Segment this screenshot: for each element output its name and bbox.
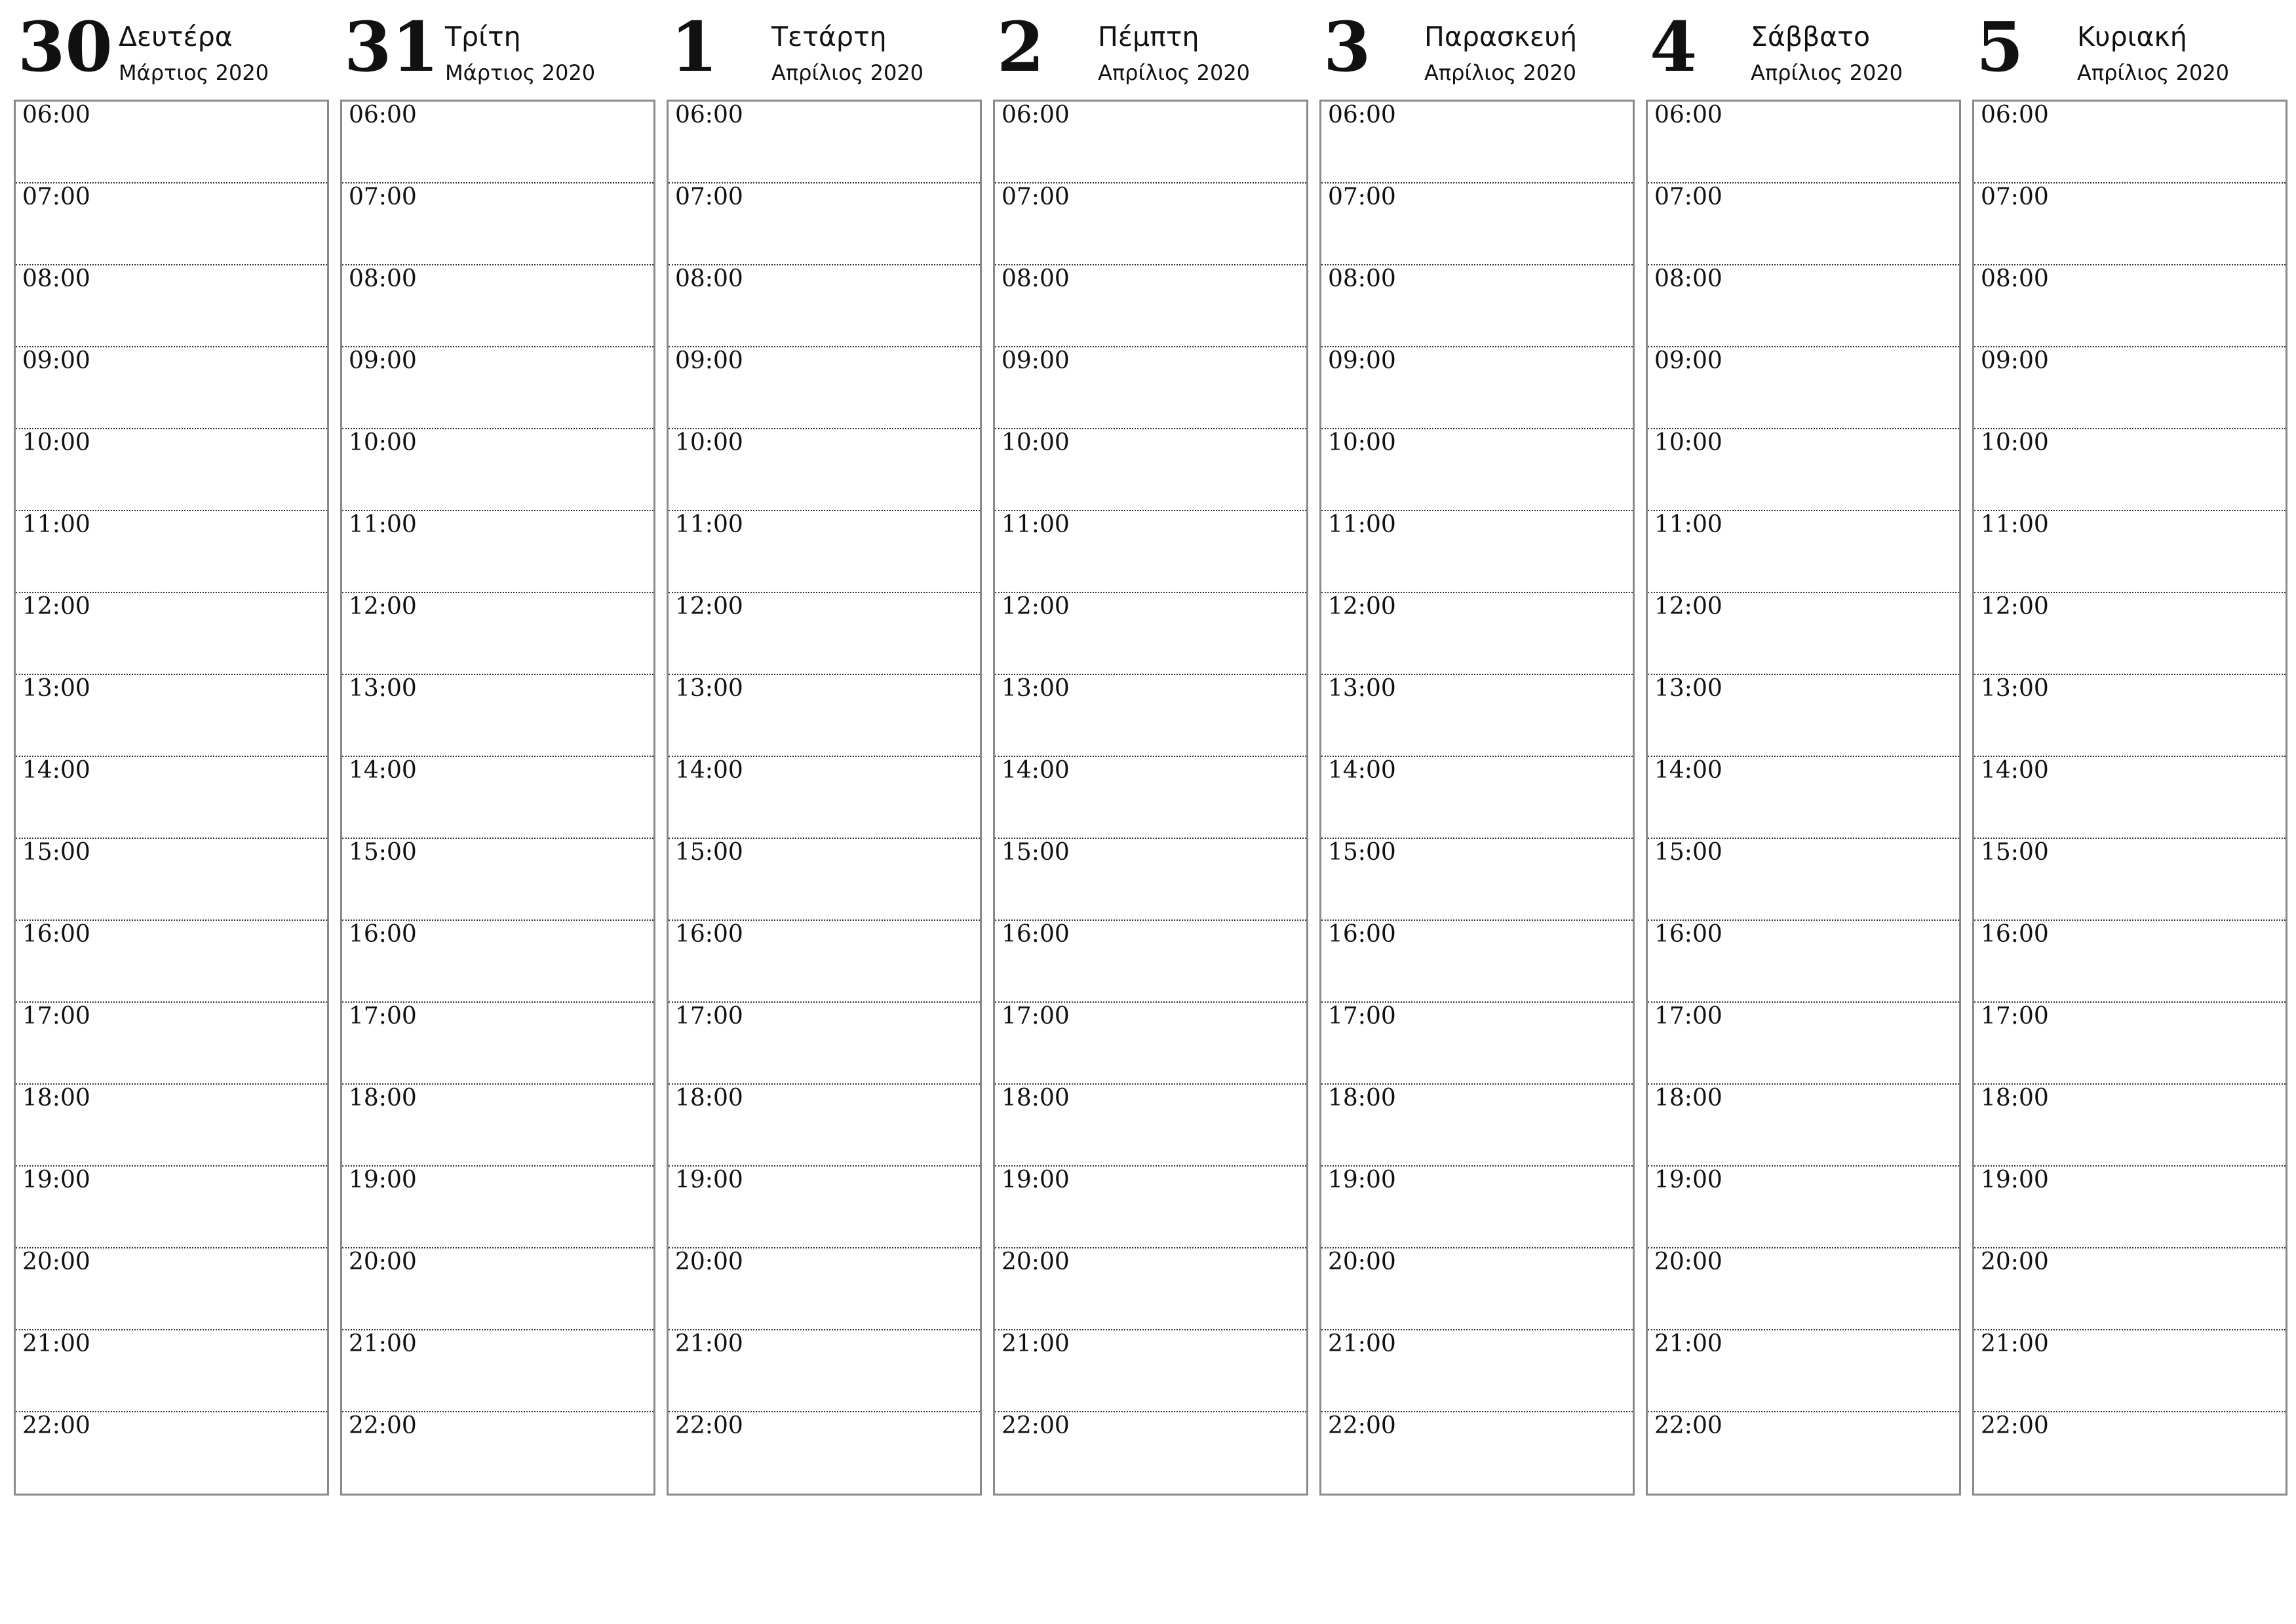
hour-slot[interactable]	[16, 1003, 327, 1085]
hour-label: 19:00	[1002, 1167, 1070, 1193]
hour-label: 20:00	[1328, 1248, 1396, 1275]
hour-label: 09:00	[22, 347, 90, 374]
hour-slot[interactable]	[342, 1003, 653, 1085]
hour-label: 09:00	[1654, 347, 1722, 374]
hour-slot[interactable]	[669, 757, 980, 839]
hour-slot[interactable]	[1974, 593, 2286, 675]
hour-label: 13:00	[1654, 675, 1722, 702]
day-header	[14, 0, 328, 97]
hour-slot[interactable]	[342, 265, 653, 347]
hour-slot[interactable]	[1974, 265, 2286, 347]
hour-slot[interactable]	[1321, 757, 1633, 839]
hour-label: 06:00	[1328, 102, 1396, 128]
hour-label: 19:00	[22, 1167, 90, 1193]
hour-label: 20:00	[22, 1248, 90, 1275]
hour-slot[interactable]	[1648, 921, 1959, 1003]
hour-label: 11:00	[675, 511, 743, 538]
day-column	[667, 0, 981, 1496]
day-schedule-box	[14, 100, 329, 1496]
hour-slot[interactable]	[16, 347, 327, 429]
hour-slot[interactable]	[669, 102, 980, 184]
hour-label: 17:00	[22, 1003, 90, 1030]
hour-slot[interactable]	[1321, 1248, 1633, 1330]
hour-slot[interactable]	[1974, 757, 2286, 839]
hour-label: 10:00	[22, 429, 90, 456]
day-name: Κυριακή	[2077, 21, 2187, 52]
hour-label: 11:00	[1654, 511, 1722, 538]
hour-slot[interactable]	[16, 1330, 327, 1412]
hour-label: 09:00	[1002, 347, 1070, 374]
hour-slot[interactable]	[995, 757, 1306, 839]
hour-slot[interactable]	[669, 675, 980, 757]
hour-label: 15:00	[349, 839, 417, 866]
hour-slot[interactable]	[1321, 184, 1633, 265]
hour-label: 19:00	[675, 1167, 743, 1193]
hour-label: 09:00	[1981, 347, 2049, 374]
hour-label: 09:00	[675, 347, 743, 374]
day-month-year: Απρίλιος 2020	[771, 60, 924, 85]
day-name: Τετάρτη	[771, 21, 887, 52]
day-number: 3	[1323, 7, 1371, 87]
hour-slot[interactable]	[16, 1412, 327, 1494]
day-header	[1319, 0, 1633, 97]
hour-slot[interactable]	[1648, 1003, 1959, 1085]
hour-slot[interactable]	[1974, 1412, 2286, 1494]
day-column	[340, 0, 654, 1496]
hour-label: 08:00	[1654, 265, 1722, 292]
hour-label: 22:00	[1328, 1412, 1396, 1439]
hour-label: 12:00	[349, 593, 417, 620]
hour-label: 15:00	[1002, 839, 1070, 866]
hour-label: 22:00	[1002, 1412, 1070, 1439]
hour-label: 22:00	[22, 1412, 90, 1439]
hour-label: 08:00	[1328, 265, 1396, 292]
hour-label: 12:00	[22, 593, 90, 620]
hour-slot[interactable]	[16, 511, 327, 593]
hour-label: 16:00	[1654, 921, 1722, 948]
hour-slot[interactable]	[1648, 429, 1959, 511]
hour-slot[interactable]	[1974, 1085, 2286, 1167]
hour-slot[interactable]	[995, 593, 1306, 675]
day-schedule-box	[667, 100, 982, 1496]
hour-label: 13:00	[349, 675, 417, 702]
hour-slot[interactable]	[669, 1330, 980, 1412]
hour-label: 18:00	[1981, 1085, 2049, 1112]
hour-slot[interactable]	[995, 265, 1306, 347]
hour-slot[interactable]	[1974, 1330, 2286, 1412]
hour-label: 12:00	[1328, 593, 1396, 620]
hour-slot[interactable]	[1974, 511, 2286, 593]
hour-label: 13:00	[1002, 675, 1070, 702]
hour-label: 13:00	[1981, 675, 2049, 702]
hour-label: 13:00	[22, 675, 90, 702]
hour-slot[interactable]	[995, 429, 1306, 511]
hour-label: 10:00	[1981, 429, 2049, 456]
hour-slot[interactable]	[1321, 347, 1633, 429]
hour-slot[interactable]	[16, 921, 327, 1003]
hour-slot[interactable]	[1974, 839, 2286, 921]
hour-label: 15:00	[1328, 839, 1396, 866]
hour-label: 20:00	[1981, 1248, 2049, 1275]
hour-slot[interactable]	[1321, 102, 1633, 184]
hour-slot[interactable]	[1974, 1248, 2286, 1330]
hour-slot[interactable]	[1648, 184, 1959, 265]
hour-slot[interactable]	[669, 1085, 980, 1167]
hour-slot[interactable]	[995, 921, 1306, 1003]
hour-slot[interactable]	[16, 1085, 327, 1167]
hour-label: 22:00	[1981, 1412, 2049, 1439]
hour-slot[interactable]	[342, 1412, 653, 1494]
hour-label: 16:00	[1328, 921, 1396, 948]
hour-label: 07:00	[22, 184, 90, 210]
day-column	[1972, 0, 2286, 1496]
hour-label: 21:00	[349, 1330, 417, 1357]
hour-slot[interactable]	[342, 1248, 653, 1330]
hour-slot[interactable]	[342, 102, 653, 184]
hour-slot[interactable]	[1648, 347, 1959, 429]
hour-label: 09:00	[1328, 347, 1396, 374]
hour-slot[interactable]	[995, 102, 1306, 184]
hour-label: 16:00	[22, 921, 90, 948]
hour-slot[interactable]	[1648, 675, 1959, 757]
hour-label: 12:00	[1981, 593, 2049, 620]
hour-slot[interactable]	[342, 429, 653, 511]
hour-label: 12:00	[1654, 593, 1722, 620]
hour-label: 20:00	[675, 1248, 743, 1275]
hour-label: 11:00	[1981, 511, 2049, 538]
hour-slot[interactable]	[995, 1248, 1306, 1330]
hour-slot[interactable]	[1974, 1167, 2286, 1248]
hour-slot[interactable]	[1648, 1330, 1959, 1412]
hour-label: 19:00	[349, 1167, 417, 1193]
hour-slot[interactable]	[669, 184, 980, 265]
hour-label: 16:00	[349, 921, 417, 948]
hour-slot[interactable]	[1974, 184, 2286, 265]
day-column	[1646, 0, 1960, 1496]
hour-label: 12:00	[675, 593, 743, 620]
hour-label: 13:00	[1328, 675, 1396, 702]
hour-label: 10:00	[1328, 429, 1396, 456]
hour-label: 19:00	[1328, 1167, 1396, 1193]
hour-label: 14:00	[1981, 757, 2049, 784]
hour-slot[interactable]	[669, 429, 980, 511]
hour-label: 20:00	[1002, 1248, 1070, 1275]
day-number: 30	[18, 7, 113, 87]
hour-slot[interactable]	[669, 839, 980, 921]
day-number: 1	[671, 7, 718, 87]
hour-label: 22:00	[675, 1412, 743, 1439]
day-month-year: Μάρτιος 2020	[445, 60, 596, 85]
day-schedule-box	[993, 100, 1308, 1496]
hour-slot[interactable]	[669, 593, 980, 675]
hour-label: 14:00	[1002, 757, 1070, 784]
hour-label: 06:00	[1002, 102, 1070, 128]
day-column	[14, 0, 328, 1496]
hour-label: 10:00	[675, 429, 743, 456]
hour-label: 15:00	[1981, 839, 2049, 866]
hour-slot[interactable]	[342, 839, 653, 921]
hour-label: 22:00	[349, 1412, 417, 1439]
hour-label: 06:00	[675, 102, 743, 128]
hour-label: 17:00	[1654, 1003, 1722, 1030]
hour-label: 07:00	[349, 184, 417, 210]
hour-label: 18:00	[22, 1085, 90, 1112]
hour-slot[interactable]	[1321, 593, 1633, 675]
hour-label: 18:00	[675, 1085, 743, 1112]
hour-label: 14:00	[349, 757, 417, 784]
hour-label: 16:00	[675, 921, 743, 948]
hour-label: 07:00	[1654, 184, 1722, 210]
hour-slot[interactable]	[1321, 511, 1633, 593]
hour-label: 08:00	[1002, 265, 1070, 292]
hour-slot[interactable]	[342, 593, 653, 675]
day-month-year: Απρίλιος 2020	[2077, 60, 2230, 85]
hour-label: 08:00	[1981, 265, 2049, 292]
hour-label: 21:00	[22, 1330, 90, 1357]
hour-slot[interactable]	[669, 347, 980, 429]
hour-slot[interactable]	[1321, 1412, 1633, 1494]
hour-label: 06:00	[22, 102, 90, 128]
day-header	[340, 0, 654, 97]
hour-label: 15:00	[675, 839, 743, 866]
day-header	[1646, 0, 1960, 97]
hour-label: 21:00	[1981, 1330, 2049, 1357]
day-month-year: Απρίλιος 2020	[1751, 60, 1903, 85]
hour-slot[interactable]	[1321, 921, 1633, 1003]
day-column	[993, 0, 1307, 1496]
hour-label: 16:00	[1981, 921, 2049, 948]
hour-slot[interactable]	[1974, 102, 2286, 184]
hour-slot[interactable]	[1648, 102, 1959, 184]
day-number: 4	[1650, 7, 1698, 87]
day-number: 5	[1976, 7, 2024, 87]
hour-slot[interactable]	[342, 757, 653, 839]
hour-label: 18:00	[1654, 1085, 1722, 1112]
hour-label: 20:00	[349, 1248, 417, 1275]
hour-label: 22:00	[1654, 1412, 1722, 1439]
hour-slot[interactable]	[1974, 675, 2286, 757]
hour-slot[interactable]	[669, 921, 980, 1003]
hour-slot[interactable]	[995, 1330, 1306, 1412]
hour-slot[interactable]	[1321, 265, 1633, 347]
hour-slot[interactable]	[669, 1412, 980, 1494]
hour-slot[interactable]	[16, 839, 327, 921]
hour-label: 07:00	[1002, 184, 1070, 210]
hour-label: 18:00	[1328, 1085, 1396, 1112]
hour-label: 11:00	[22, 511, 90, 538]
hour-slot[interactable]	[342, 1330, 653, 1412]
day-month-year: Απρίλιος 2020	[1424, 60, 1577, 85]
hour-slot[interactable]	[669, 1248, 980, 1330]
hour-label: 21:00	[675, 1330, 743, 1357]
hour-label: 07:00	[1981, 184, 2049, 210]
hour-label: 17:00	[1981, 1003, 2049, 1030]
hour-slot[interactable]	[669, 511, 980, 593]
hour-slot[interactable]	[995, 1085, 1306, 1167]
hour-slot[interactable]	[342, 1085, 653, 1167]
hour-slot[interactable]	[16, 265, 327, 347]
hour-slot[interactable]	[1648, 1167, 1959, 1248]
day-name: Τρίτη	[445, 21, 521, 52]
hour-slot[interactable]	[995, 511, 1306, 593]
day-name: Παρασκευή	[1424, 21, 1577, 52]
hour-label: 18:00	[1002, 1085, 1070, 1112]
hour-label: 14:00	[675, 757, 743, 784]
hour-label: 12:00	[1002, 593, 1070, 620]
hour-label: 19:00	[1654, 1167, 1722, 1193]
hour-slot[interactable]	[16, 593, 327, 675]
hour-label: 10:00	[349, 429, 417, 456]
hour-label: 07:00	[675, 184, 743, 210]
day-month-year: Απρίλιος 2020	[1098, 60, 1251, 85]
day-schedule-box	[340, 100, 655, 1496]
hour-label: 17:00	[675, 1003, 743, 1030]
hour-slot[interactable]	[1321, 675, 1633, 757]
day-header	[993, 0, 1307, 97]
day-schedule-box	[1646, 100, 1961, 1496]
hour-slot[interactable]	[1648, 839, 1959, 921]
weekly-planner	[14, 0, 2288, 1507]
hour-label: 21:00	[1654, 1330, 1722, 1357]
day-name: Σάββατο	[1751, 21, 1871, 52]
hour-slot[interactable]	[16, 757, 327, 839]
hour-slot[interactable]	[995, 1412, 1306, 1494]
hour-label: 08:00	[675, 265, 743, 292]
hour-slot[interactable]	[995, 839, 1306, 921]
day-number: 31	[344, 7, 439, 87]
hour-label: 14:00	[1654, 757, 1722, 784]
hour-slot[interactable]	[16, 184, 327, 265]
hour-label: 21:00	[1328, 1330, 1396, 1357]
day-number: 2	[997, 7, 1045, 87]
hour-slot[interactable]	[995, 1167, 1306, 1248]
hour-label: 15:00	[1654, 839, 1722, 866]
hour-slot[interactable]	[1321, 429, 1633, 511]
hour-slot[interactable]	[1974, 429, 2286, 511]
hour-label: 11:00	[1002, 511, 1070, 538]
hour-label: 19:00	[1981, 1167, 2049, 1193]
hour-label: 08:00	[22, 265, 90, 292]
hour-slot[interactable]	[1648, 511, 1959, 593]
day-schedule-box	[1972, 100, 2287, 1496]
hour-slot[interactable]	[16, 1167, 327, 1248]
hour-slot[interactable]	[1648, 757, 1959, 839]
hour-label: 14:00	[1328, 757, 1396, 784]
hour-slot[interactable]	[16, 429, 327, 511]
hour-label: 21:00	[1002, 1330, 1070, 1357]
hour-label: 20:00	[1654, 1248, 1722, 1275]
hour-label: 07:00	[1328, 184, 1396, 210]
hour-label: 17:00	[1328, 1003, 1396, 1030]
hour-slot[interactable]	[1648, 1085, 1959, 1167]
hour-slot[interactable]	[1974, 921, 2286, 1003]
hour-slot[interactable]	[342, 675, 653, 757]
hour-label: 09:00	[349, 347, 417, 374]
day-header	[667, 0, 981, 97]
day-schedule-box	[1319, 100, 1635, 1496]
hour-label: 06:00	[1981, 102, 2049, 128]
hour-slot[interactable]	[1321, 1330, 1633, 1412]
hour-slot[interactable]	[1974, 1003, 2286, 1085]
hour-slot[interactable]	[342, 347, 653, 429]
day-header	[1972, 0, 2286, 97]
hour-slot[interactable]	[1321, 1167, 1633, 1248]
hour-slot[interactable]	[1321, 1085, 1633, 1167]
hour-slot[interactable]	[995, 184, 1306, 265]
hour-label: 11:00	[349, 511, 417, 538]
hour-label: 08:00	[349, 265, 417, 292]
hour-slot[interactable]	[995, 675, 1306, 757]
hour-slot[interactable]	[669, 265, 980, 347]
hour-slot[interactable]	[995, 347, 1306, 429]
hour-slot[interactable]	[1974, 347, 2286, 429]
hour-slot[interactable]	[669, 1167, 980, 1248]
hour-slot[interactable]	[1648, 265, 1959, 347]
day-name: Πέμπτη	[1098, 21, 1199, 52]
hour-label: 17:00	[349, 1003, 417, 1030]
hour-label: 06:00	[349, 102, 417, 128]
hour-slot[interactable]	[16, 102, 327, 184]
hour-label: 16:00	[1002, 921, 1070, 948]
hour-slot[interactable]	[16, 1248, 327, 1330]
hour-slot[interactable]	[342, 184, 653, 265]
day-name: Δευτέρα	[119, 21, 233, 52]
hour-label: 10:00	[1002, 429, 1070, 456]
hour-slot[interactable]	[16, 675, 327, 757]
hour-slot[interactable]	[342, 511, 653, 593]
hour-slot[interactable]	[1321, 1003, 1633, 1085]
hour-label: 18:00	[349, 1085, 417, 1112]
day-column	[1319, 0, 1633, 1496]
hour-label: 15:00	[22, 839, 90, 866]
hour-label: 06:00	[1654, 102, 1722, 128]
hour-slot[interactable]	[1648, 1248, 1959, 1330]
hour-label: 14:00	[22, 757, 90, 784]
hour-label: 11:00	[1328, 511, 1396, 538]
hour-slot[interactable]	[995, 1003, 1306, 1085]
hour-slot[interactable]	[1321, 839, 1633, 921]
hour-slot[interactable]	[1648, 593, 1959, 675]
hour-slot[interactable]	[669, 1003, 980, 1085]
hour-label: 13:00	[675, 675, 743, 702]
hour-slot[interactable]	[342, 921, 653, 1003]
hour-label: 17:00	[1002, 1003, 1070, 1030]
hour-slot[interactable]	[342, 1167, 653, 1248]
hour-slot[interactable]	[1648, 1412, 1959, 1494]
day-month-year: Μάρτιος 2020	[119, 60, 269, 85]
hour-label: 10:00	[1654, 429, 1722, 456]
